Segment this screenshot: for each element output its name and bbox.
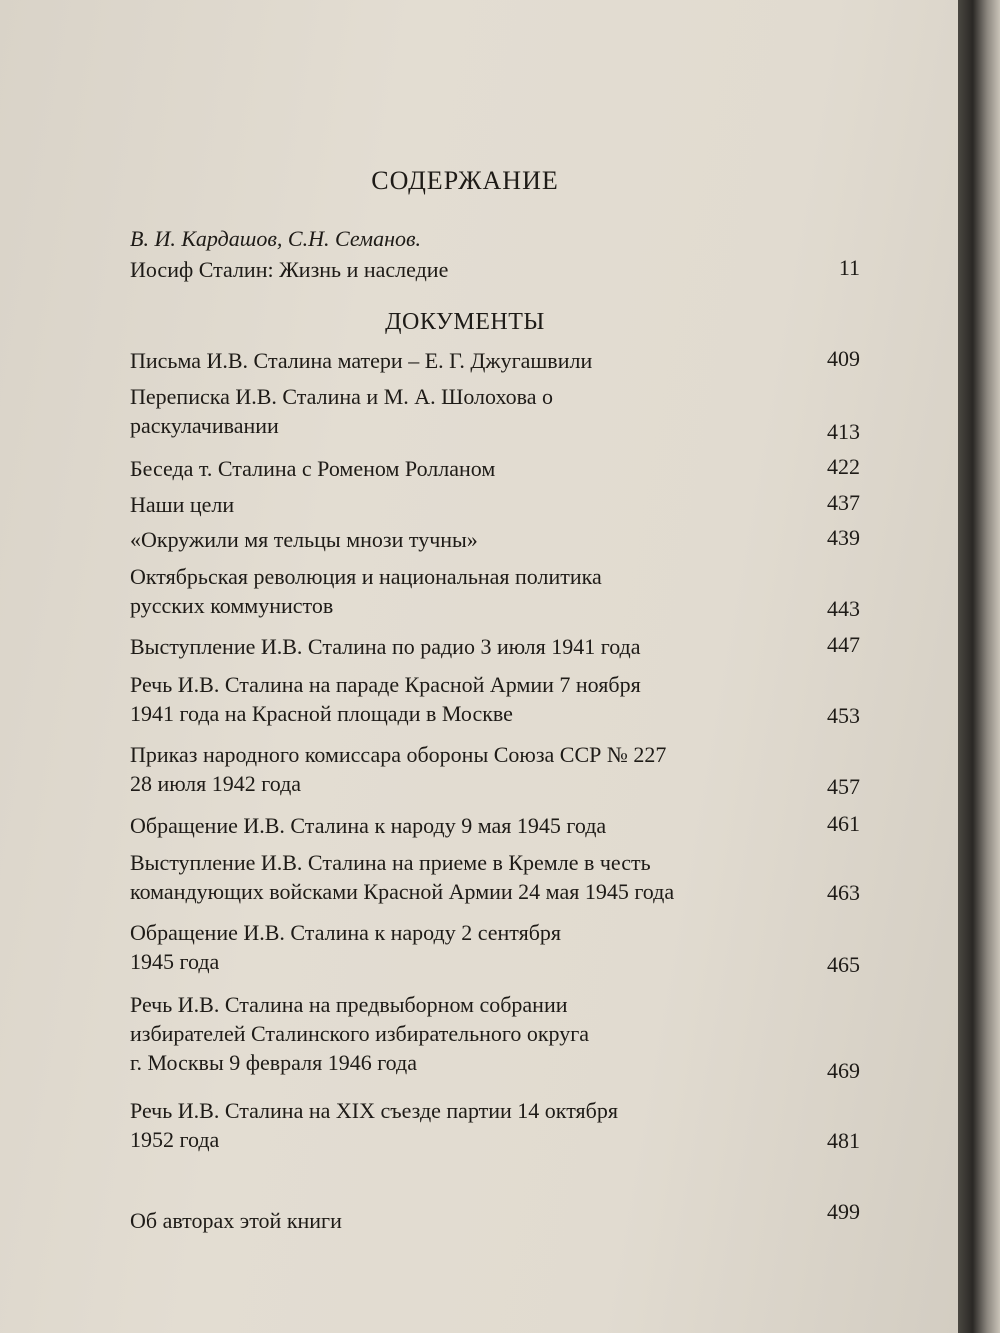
toc-entry-10-page: 461 [827, 811, 860, 836]
toc-entry-12-page: 465 [827, 952, 860, 977]
about-authors-title: Об авторах этой книги [130, 1208, 342, 1233]
toc-entry-12-title: Обращение И.В. Сталина к народу 2 сентября 1945 года [130, 920, 562, 974]
toc-entry-2-page: 413 [827, 419, 860, 444]
book-gutter [958, 0, 1000, 1333]
toc-entry-8-title: Речь И.В. Сталина на параде Красной Армии 7 ноября 1941 года на Красной площади в Москве [130, 672, 641, 726]
intro-title: Иосиф Сталин: Жизнь и наследие [130, 257, 449, 282]
toc-entry-6-title: Октябрьская революция и национальная политика русских коммунистов [130, 564, 602, 618]
toc-entry-9-title: Приказ народного комиссара обороны Союза ССР № 227 28 июля 1942 года [130, 742, 667, 796]
toc-entry-14-title: Речь И.В. Сталина на XIX съезде партии 14 октября 1952 года [130, 1098, 618, 1152]
toc-entry-9-page: 457 [827, 774, 860, 799]
intro-authors: В. И. Кардашов, С.Н. Семанов. [130, 226, 422, 251]
toc-entry-11-page: 463 [827, 880, 860, 905]
toc-entry-3-title: Беседа т. Сталина с Роменом Ролланом [130, 456, 496, 481]
toc-entry-1-page: 409 [827, 346, 860, 371]
toc-entry-1-title: Письма И.В. Сталина матери – Е. Г. Джугашвили [130, 348, 593, 373]
contents-heading: СОДЕРЖАНИЕ [371, 166, 559, 195]
toc-entry-8-page: 453 [827, 703, 860, 728]
toc-entry-13-title: Речь И.В. Сталина на предвыборном собрании избирателей Сталинского избирательного округа г. Москвы 9 февраля 1946 года [130, 992, 590, 1075]
toc-entry-10-title: Обращение И.В. Сталина к народу 9 мая 1945 года [130, 813, 607, 838]
toc-entry-6-page: 443 [827, 596, 860, 621]
about-authors-page: 499 [827, 1199, 860, 1224]
toc-entry-2-title: Переписка И.В. Сталина и М. А. Шолохова о раскулачивании [130, 384, 554, 438]
toc-entry-7-page: 447 [827, 632, 860, 657]
toc-entry-4-page: 437 [827, 490, 860, 515]
toc-entry-5-page: 439 [827, 525, 860, 550]
toc-entry-7-title: Выступление И.В. Сталина по радио 3 июля 1941 года [130, 634, 641, 659]
toc-entry-4-title: Наши цели [130, 492, 235, 517]
toc-entry-14-page: 481 [827, 1128, 860, 1153]
toc-entry-13-page: 469 [827, 1058, 860, 1083]
toc-entry-5-title: «Окружили мя тельцы мнози тучны» [130, 527, 478, 552]
toc-entry-11-title: Выступление И.В. Сталина на приеме в Кремле в честь командующих войсками Красной Армии 24 мая 1945 года [130, 850, 675, 904]
section-title-documents: ДОКУМЕНТЫ [385, 309, 545, 335]
intro-page-number: 11 [838, 255, 860, 280]
toc-entry-3-page: 422 [827, 454, 860, 479]
